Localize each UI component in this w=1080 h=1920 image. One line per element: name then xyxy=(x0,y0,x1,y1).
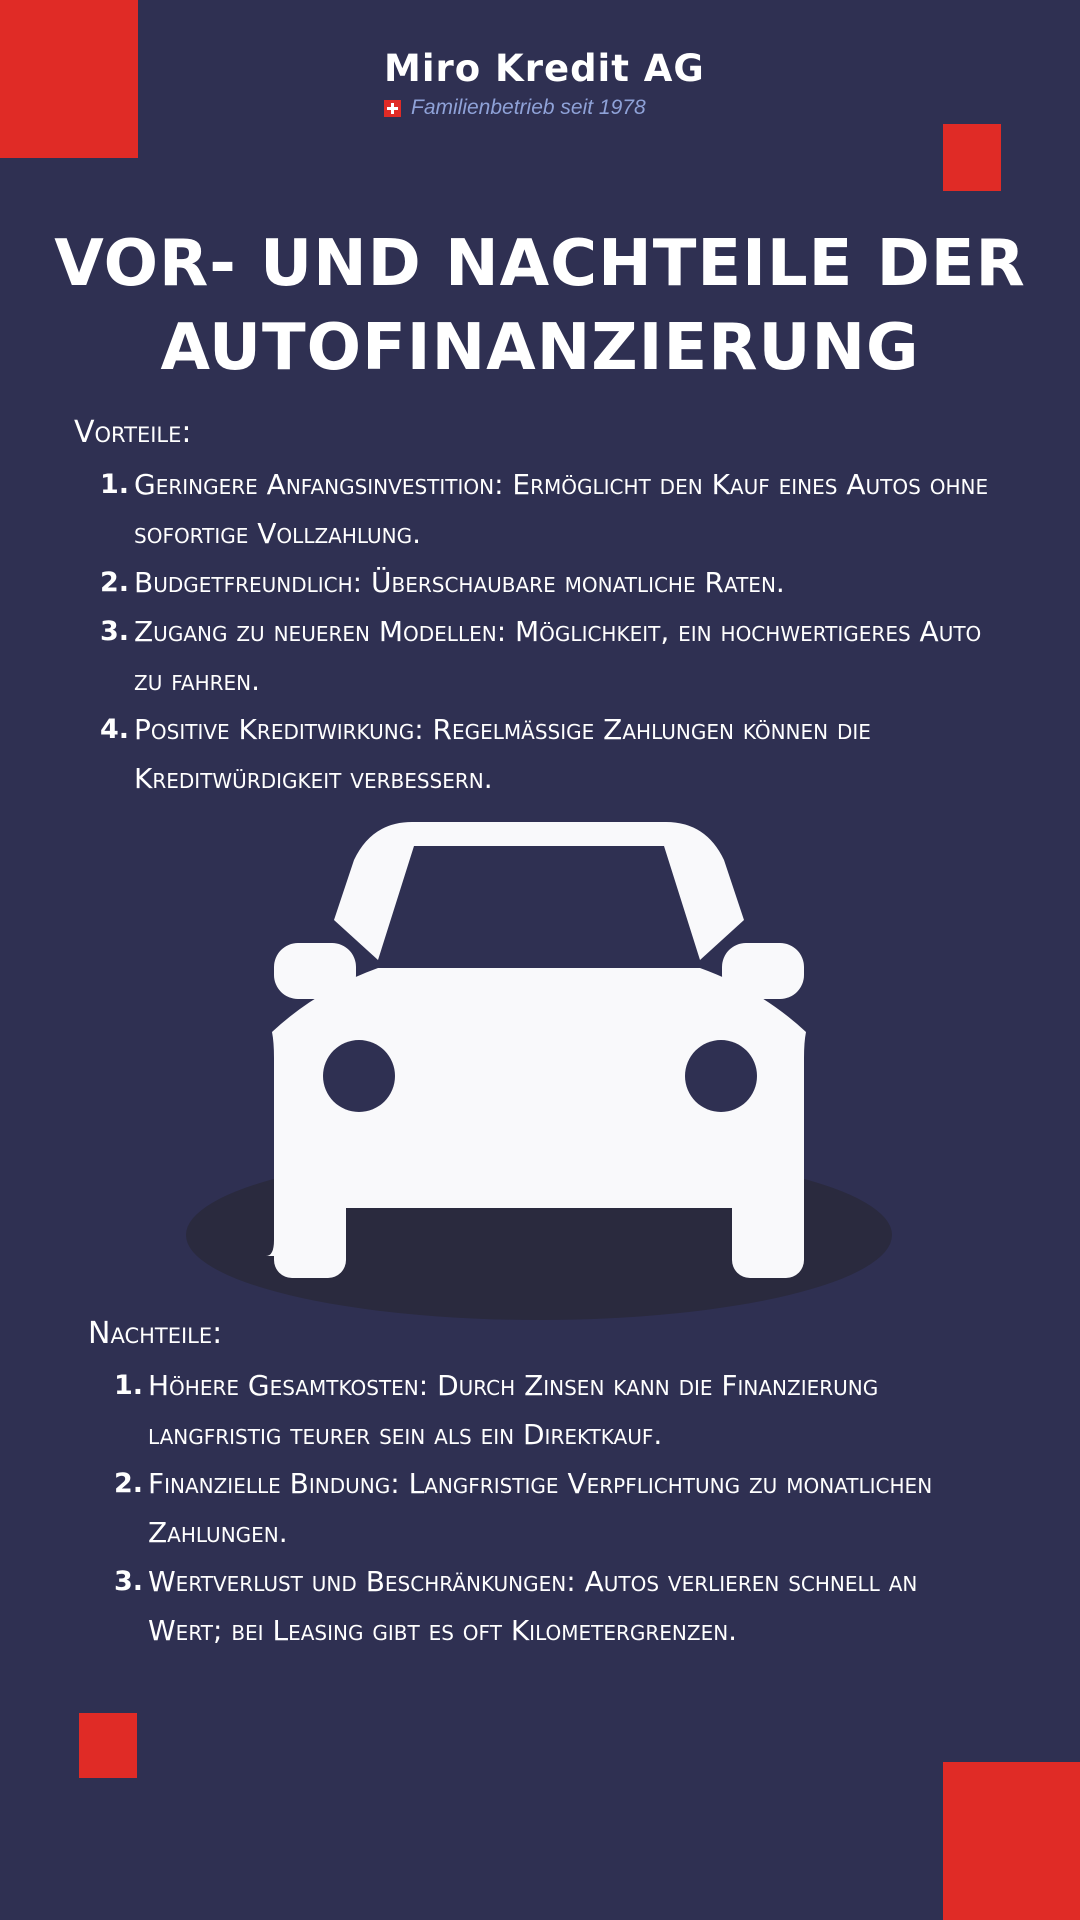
list-item-text: Positive Kreditwirkung: Regelmäßige Zahlungen können die Kreditwürdigkeit verbessern. xyxy=(134,713,871,795)
list-item xyxy=(100,607,1000,705)
list-item xyxy=(114,1361,994,1459)
cons-heading: Nachteile: xyxy=(88,1316,223,1351)
list-item xyxy=(114,1557,994,1655)
list-item xyxy=(100,558,1000,607)
list-item-text: Finanzielle Bindung: Langfristige Verpflichtung zu monatlichen Zahlungen. xyxy=(148,1467,933,1549)
page-title: VOR- UND NACHTEILE DER AUTOFINANZIERUNG xyxy=(54,227,1026,385)
car-headlight-left xyxy=(323,1040,395,1112)
pros-heading: Vorteile: xyxy=(74,415,192,450)
list-item-text: Budgetfreundlich: Überschaubare monatliche Raten. xyxy=(134,566,785,599)
list-item-number: 1. xyxy=(114,1370,144,1401)
car-bumper-gap xyxy=(346,1208,732,1256)
pros-list xyxy=(100,460,1000,803)
list-item-text: Geringere Anfangsinvestition: Ermöglicht den Kauf eines Autos ohne sofortige Vollzahlung. xyxy=(134,468,989,550)
swiss-flag-icon xyxy=(384,100,401,117)
list-item-text: Höhere Gesamtkosten: Durch Zinsen kann die Finanzierung langfristig teurer sein als ein Direktkauf. xyxy=(148,1369,879,1451)
car-wheel-right xyxy=(732,1202,804,1278)
list-item xyxy=(100,705,1000,803)
list-item-number: 1. xyxy=(100,469,130,500)
car-cabin xyxy=(334,822,744,960)
list-item-text: Wertverlust und Beschränkungen: Autos verlieren schnell an Wert; bei Leasing gibt es oft Kilometergrenzen. xyxy=(148,1565,918,1647)
brand-tagline-row xyxy=(384,96,704,120)
list-item-number: 4. xyxy=(100,714,130,745)
list-item-number: 2. xyxy=(114,1468,144,1499)
list-item xyxy=(100,460,1000,558)
cons-list xyxy=(114,1361,994,1655)
decor-square-bottom-left xyxy=(79,1713,137,1778)
car-wheel-left xyxy=(274,1202,346,1278)
list-item-number: 2. xyxy=(100,567,130,598)
list-item-text: Zugang zu neueren Modellen: Möglichkeit, ein hochwertigeres Auto zu fahren. xyxy=(134,615,982,697)
brand-logo xyxy=(384,47,705,120)
list-item xyxy=(114,1459,994,1557)
decor-square-top-left xyxy=(0,0,138,158)
decor-square-top-right xyxy=(943,124,1001,191)
decor-square-bottom-right xyxy=(943,1762,1080,1920)
list-item-number: 3. xyxy=(114,1566,144,1597)
car-headlight-right xyxy=(685,1040,757,1112)
list-item-number: 3. xyxy=(100,616,130,647)
brand-tagline: Familienbetrieb seit 1978 xyxy=(411,96,646,119)
car-front-icon xyxy=(186,822,892,1320)
brand-name: Miro Kredit AG xyxy=(384,47,705,90)
